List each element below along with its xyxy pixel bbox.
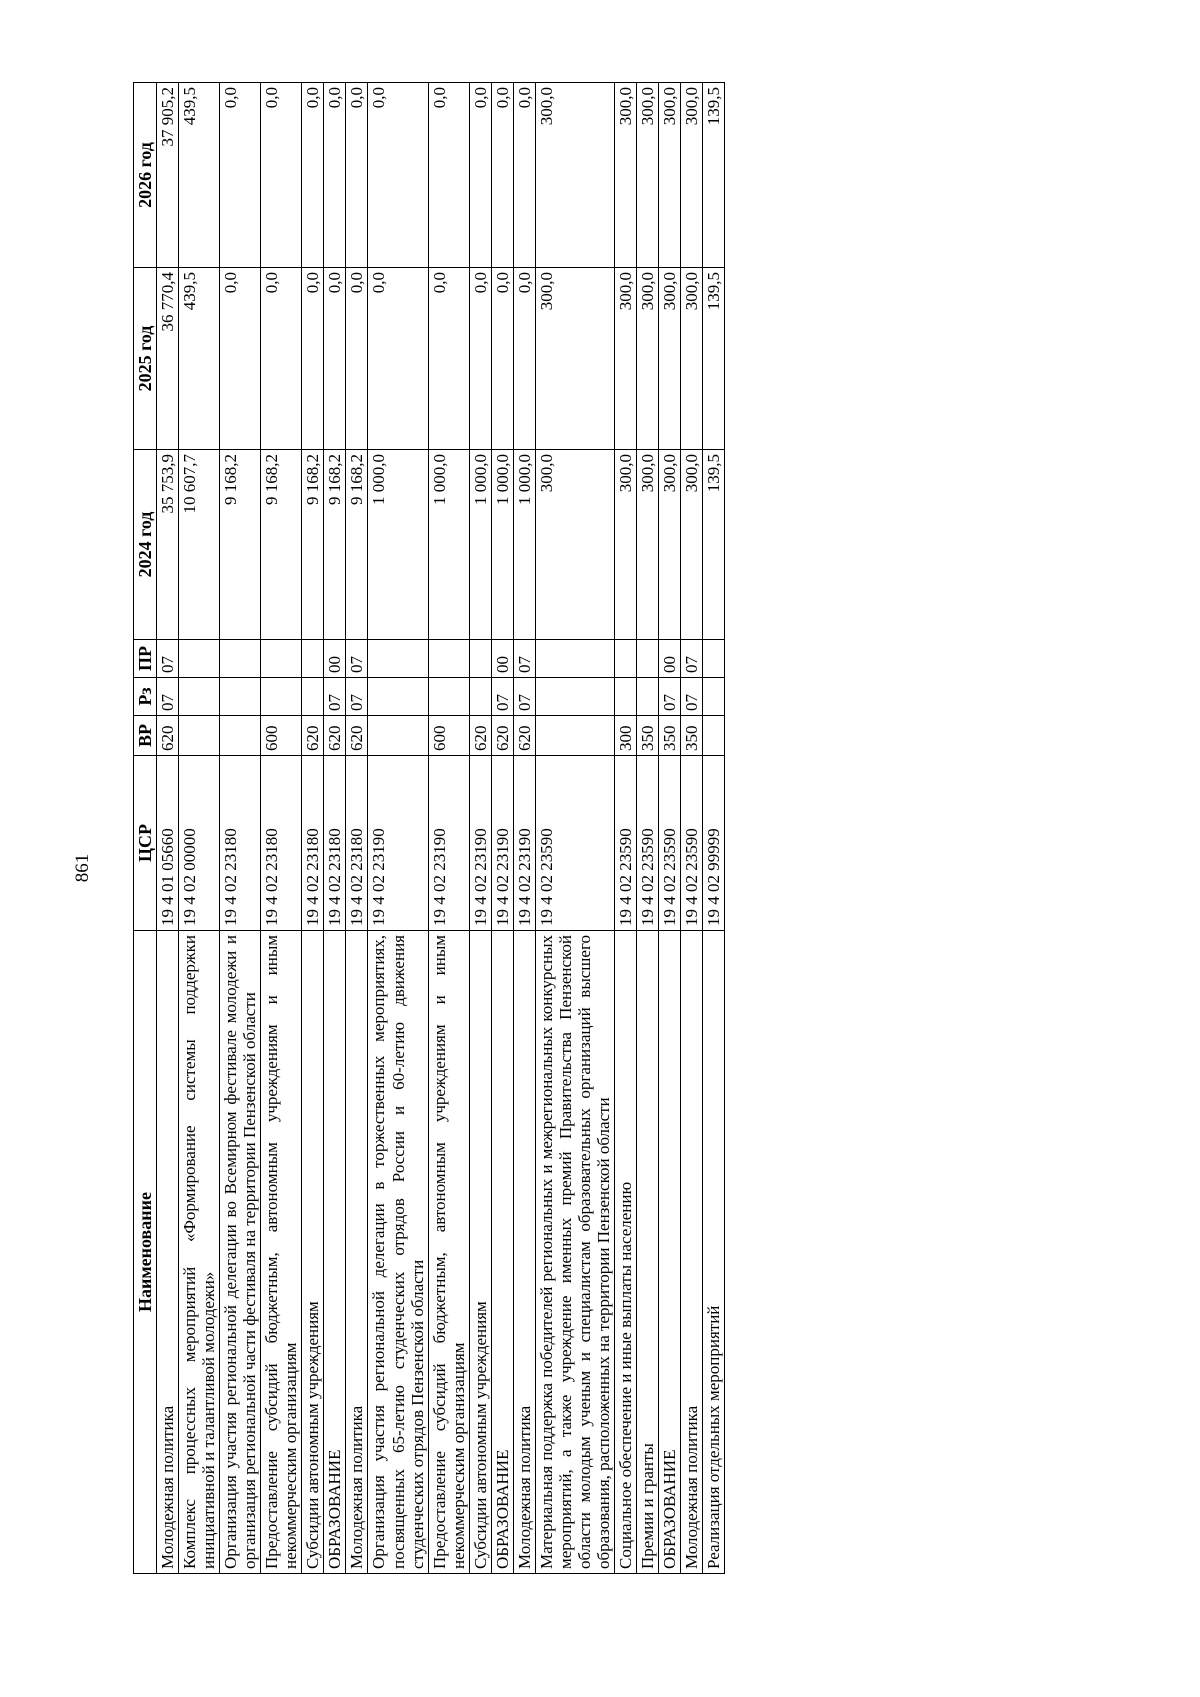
table-row (368, 83, 428, 1574)
cell-y2024: 1 000,0 (368, 450, 428, 640)
cell-rz (636, 678, 658, 716)
table-row (179, 83, 220, 1574)
cell-csr: 19 4 02 23180 (220, 756, 261, 931)
cell-y2024: 9 168,2 (220, 450, 261, 640)
cell-y2026: 0,0 (324, 83, 346, 268)
cell-rz (179, 678, 220, 716)
cell-pr: 07 (513, 640, 535, 678)
cell-y2024: 300,0 (535, 450, 614, 640)
header-2025: 2025 год (134, 268, 157, 450)
cell-pr: 00 (324, 640, 346, 678)
cell-csr: 19 4 02 23190 (469, 756, 491, 931)
cell-name: Премии и гранты (636, 931, 658, 1574)
cell-name: Социальное обеспечение и иные выплаты населению (614, 931, 636, 1574)
cell-y2024: 1 000,0 (491, 450, 513, 640)
cell-rz (428, 678, 469, 716)
cell-pr (302, 640, 324, 678)
cell-y2024: 9 168,2 (324, 450, 346, 640)
table-row (220, 83, 261, 1574)
table-row (261, 83, 302, 1574)
cell-rz (220, 678, 261, 716)
cell-y2025: 0,0 (513, 268, 535, 450)
cell-y2025: 0,0 (261, 268, 302, 450)
cell-pr (702, 640, 724, 678)
cell-rz: 07 (491, 678, 513, 716)
cell-pr (428, 640, 469, 678)
cell-name: Предоставление субсидий бюджетным, автономным учреждениям и иным некоммерческим организациям (261, 931, 302, 1574)
cell-vr: 620 (513, 716, 535, 756)
rotated-page-content (133, 83, 1056, 1574)
cell-csr: 19 4 02 23180 (324, 756, 346, 931)
cell-vr (220, 716, 261, 756)
cell-name: Предоставление субсидий бюджетным, автономным учреждениям и иным некоммерческим организациям (428, 931, 469, 1574)
cell-y2026: 300,0 (658, 83, 680, 268)
cell-y2026: 0,0 (469, 83, 491, 268)
cell-y2024: 300,0 (658, 450, 680, 640)
cell-y2025: 300,0 (658, 268, 680, 450)
header-pr: ПР (134, 640, 157, 678)
cell-vr: 620 (157, 716, 179, 756)
cell-y2024: 35 753,9 (157, 450, 179, 640)
table-row (302, 83, 324, 1574)
cell-y2024: 1 000,0 (428, 450, 469, 640)
cell-y2025: 300,0 (614, 268, 636, 450)
cell-csr: 19 4 02 23180 (346, 756, 368, 931)
cell-y2025: 439,5 (179, 268, 220, 450)
cell-y2026: 0,0 (261, 83, 302, 268)
cell-name: Субсидии автономным учреждениям (469, 931, 491, 1574)
cell-name: Молодежная политика (680, 931, 702, 1574)
cell-pr (179, 640, 220, 678)
cell-rz: 07 (513, 678, 535, 716)
table-row (680, 83, 702, 1574)
cell-pr: 07 (680, 640, 702, 678)
cell-y2024: 9 168,2 (346, 450, 368, 640)
cell-rz (614, 678, 636, 716)
cell-y2026: 300,0 (636, 83, 658, 268)
cell-pr (261, 640, 302, 678)
cell-y2024: 139,5 (702, 450, 724, 640)
cell-y2026: 0,0 (428, 83, 469, 268)
cell-pr: 00 (491, 640, 513, 678)
cell-rz: 07 (658, 678, 680, 716)
cell-name: ОБРАЗОВАНИЕ (324, 931, 346, 1574)
cell-rz (469, 678, 491, 716)
cell-y2024: 9 168,2 (261, 450, 302, 640)
cell-y2025: 300,0 (680, 268, 702, 450)
header-name: Наименование (134, 931, 157, 1574)
cell-y2024: 10 607,7 (179, 450, 220, 640)
cell-y2026: 300,0 (614, 83, 636, 268)
cell-y2025: 0,0 (346, 268, 368, 450)
cell-y2026: 300,0 (680, 83, 702, 268)
cell-csr: 19 4 02 00000 (179, 756, 220, 931)
page-number: 861 (72, 853, 93, 883)
cell-y2025: 0,0 (428, 268, 469, 450)
cell-y2025: 300,0 (535, 268, 614, 450)
cell-y2026: 0,0 (513, 83, 535, 268)
cell-y2026: 139,5 (702, 83, 724, 268)
cell-name: Молодежная политика (157, 931, 179, 1574)
cell-y2026: 439,5 (179, 83, 220, 268)
cell-y2024: 300,0 (680, 450, 702, 640)
cell-y2025: 0,0 (302, 268, 324, 450)
table-row (324, 83, 346, 1574)
cell-y2025: 0,0 (368, 268, 428, 450)
header-rz: Рз (134, 678, 157, 716)
table-row (469, 83, 491, 1574)
cell-vr: 620 (469, 716, 491, 756)
cell-rz: 07 (324, 678, 346, 716)
cell-y2025: 139,5 (702, 268, 724, 450)
cell-pr (535, 640, 614, 678)
cell-csr: 19 4 02 23590 (614, 756, 636, 931)
cell-y2024: 9 168,2 (302, 450, 324, 640)
cell-name: Молодежная политика (346, 931, 368, 1574)
cell-pr: 07 (346, 640, 368, 678)
cell-rz (368, 678, 428, 716)
table-row (513, 83, 535, 1574)
cell-csr: 19 4 02 23180 (302, 756, 324, 931)
cell-name: Реализация отдельных мероприятий (702, 931, 724, 1574)
cell-vr: 600 (261, 716, 302, 756)
cell-vr: 620 (346, 716, 368, 756)
cell-rz (702, 678, 724, 716)
header-2026: 2026 год (134, 83, 157, 268)
cell-rz: 07 (680, 678, 702, 716)
cell-rz (261, 678, 302, 716)
cell-y2025: 36 770,4 (157, 268, 179, 450)
cell-vr (179, 716, 220, 756)
cell-rz: 07 (346, 678, 368, 716)
cell-vr (368, 716, 428, 756)
cell-y2025: 0,0 (324, 268, 346, 450)
cell-name: Молодежная политика (513, 931, 535, 1574)
cell-y2025: 300,0 (636, 268, 658, 450)
cell-y2025: 0,0 (220, 268, 261, 450)
cell-vr: 620 (491, 716, 513, 756)
cell-pr (220, 640, 261, 678)
cell-csr: 19 4 02 23190 (491, 756, 513, 931)
cell-y2024: 1 000,0 (469, 450, 491, 640)
cell-vr (535, 716, 614, 756)
cell-csr: 19 4 02 23190 (513, 756, 535, 931)
cell-name: Субсидии автономным учреждениям (302, 931, 324, 1574)
cell-vr: 350 (680, 716, 702, 756)
cell-csr: 19 4 02 23590 (636, 756, 658, 931)
cell-y2024: 1 000,0 (513, 450, 535, 640)
cell-y2024: 300,0 (614, 450, 636, 640)
cell-y2025: 0,0 (469, 268, 491, 450)
cell-rz (535, 678, 614, 716)
cell-csr: 19 4 02 23590 (658, 756, 680, 931)
table-row (636, 83, 658, 1574)
table-body (157, 83, 725, 1574)
cell-csr: 19 4 02 23190 (368, 756, 428, 931)
table-row (535, 83, 614, 1574)
cell-vr: 620 (324, 716, 346, 756)
cell-pr (636, 640, 658, 678)
cell-y2026: 0,0 (346, 83, 368, 268)
cell-name: Материальная поддержка победителей региональных и межрегиональных конкурсных мероприятий, а также учреждение именных премий Правительства Пензенской области молодым ученым и специалистам образовательных организаций высшего образования, расположенных на территории Пензенской области (535, 931, 614, 1574)
cell-name: Организация участия региональной делегации в торжественных мероприятиях, посвященных 65-летию студенческих отрядов России и 60-летию движения студенческих отрядов Пензенской области (368, 931, 428, 1574)
cell-csr: 19 4 01 05660 (157, 756, 179, 931)
cell-csr: 19 4 02 23180 (261, 756, 302, 931)
cell-name: Комплекс процессных мероприятий «Формирование системы поддержки инициативной и талантливой молодежи» (179, 931, 220, 1574)
cell-pr: 07 (157, 640, 179, 678)
cell-y2026: 37 905,2 (157, 83, 179, 268)
header-2024: 2024 год (134, 450, 157, 640)
cell-vr: 300 (614, 716, 636, 756)
cell-name: Организация участия региональной делегации во Всемирном фестивале молодежи и организация региональной части фестиваля на территории Пензенской области (220, 931, 261, 1574)
cell-y2026: 0,0 (368, 83, 428, 268)
header-csr: ЦСР (134, 756, 157, 931)
table-row (491, 83, 513, 1574)
cell-vr: 350 (636, 716, 658, 756)
cell-csr: 19 4 02 23190 (428, 756, 469, 931)
cell-csr: 19 4 02 99999 (702, 756, 724, 931)
cell-vr (702, 716, 724, 756)
table-row (614, 83, 636, 1574)
table-row (428, 83, 469, 1574)
cell-pr (614, 640, 636, 678)
cell-csr: 19 4 02 23590 (535, 756, 614, 931)
cell-name: ОБРАЗОВАНИЕ (658, 931, 680, 1574)
cell-rz: 07 (157, 678, 179, 716)
table-row (157, 83, 179, 1574)
cell-name: ОБРАЗОВАНИЕ (491, 931, 513, 1574)
cell-vr: 350 (658, 716, 680, 756)
header-vr: ВР (134, 716, 157, 756)
table-row (346, 83, 368, 1574)
table-row (658, 83, 680, 1574)
cell-y2025: 0,0 (491, 268, 513, 450)
cell-y2026: 300,0 (535, 83, 614, 268)
cell-csr: 19 4 02 23590 (680, 756, 702, 931)
cell-rz (302, 678, 324, 716)
table-row (702, 83, 724, 1574)
budget-table (133, 82, 725, 1574)
cell-vr: 600 (428, 716, 469, 756)
cell-pr (469, 640, 491, 678)
cell-vr: 620 (302, 716, 324, 756)
cell-pr (368, 640, 428, 678)
table-header-row (134, 83, 157, 1574)
cell-y2026: 0,0 (491, 83, 513, 268)
cell-y2026: 0,0 (220, 83, 261, 268)
cell-y2024: 300,0 (636, 450, 658, 640)
cell-pr: 00 (658, 640, 680, 678)
cell-y2026: 0,0 (302, 83, 324, 268)
